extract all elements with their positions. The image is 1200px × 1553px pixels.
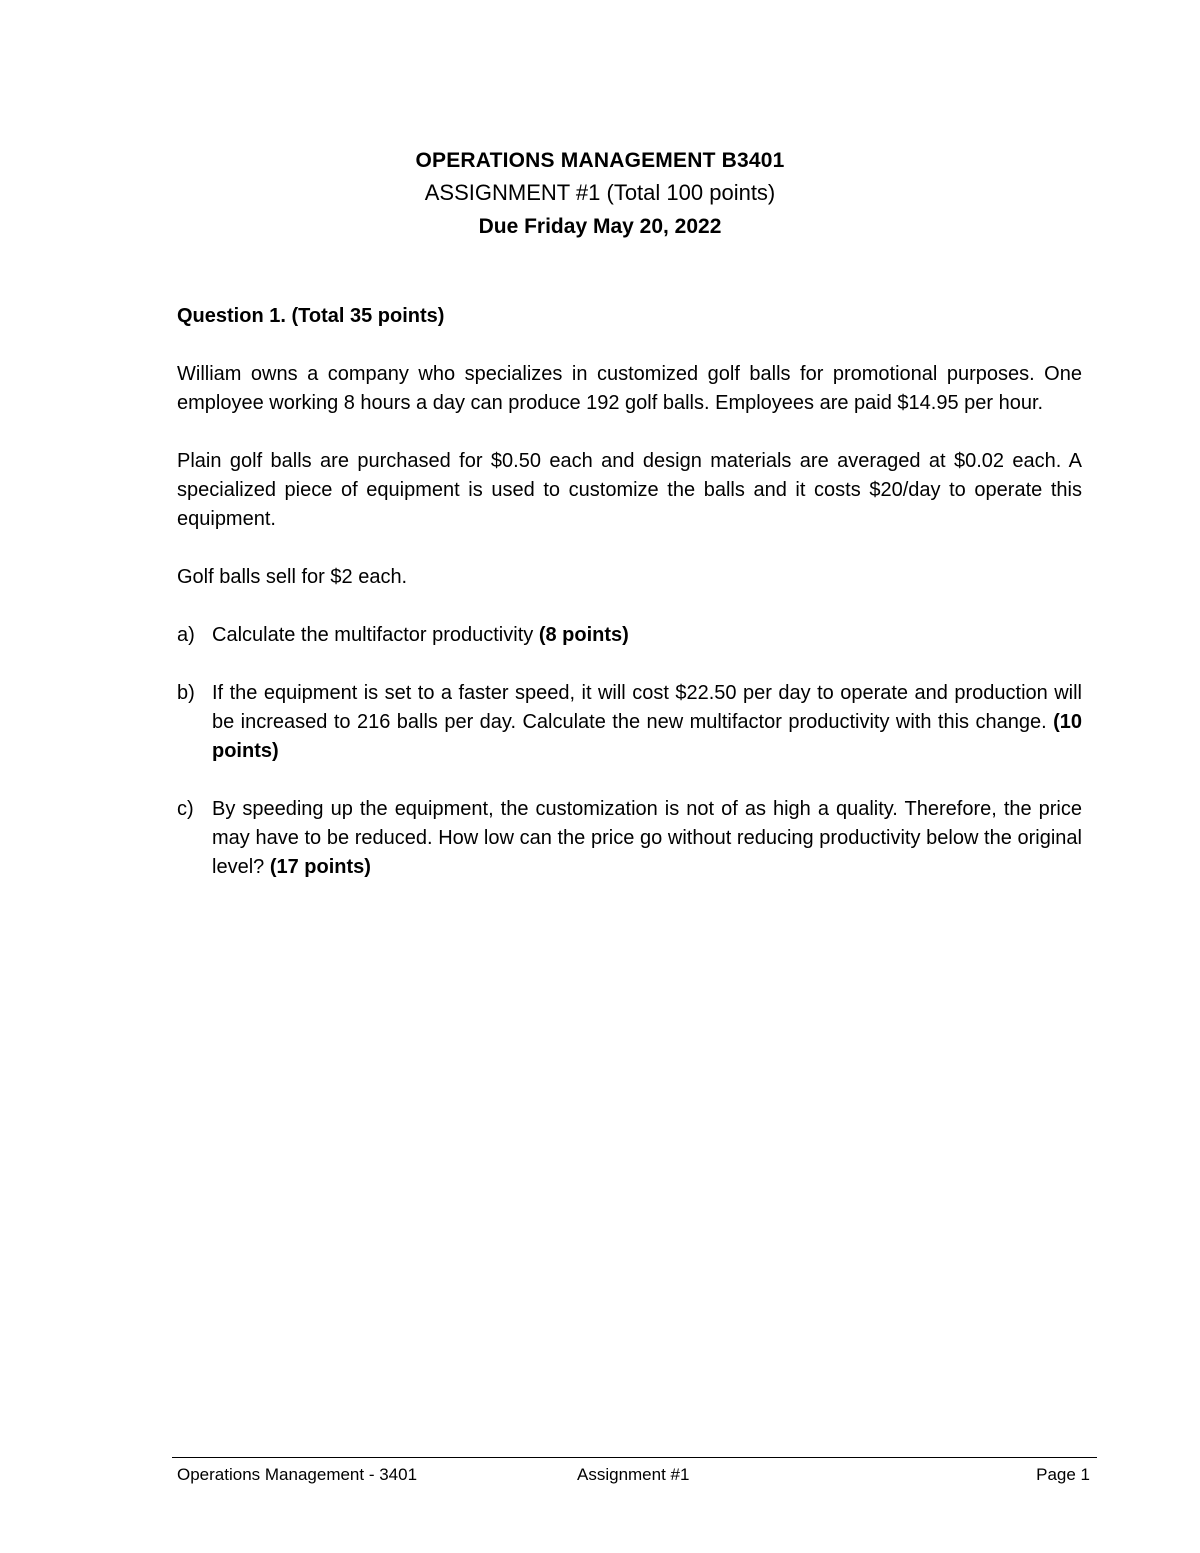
item-body: Calculate the multifactor productivity: [212, 624, 534, 646]
assignment-title: ASSIGNMENT #1 (Total 100 points): [424, 180, 776, 205]
item-points: (8 points): [538, 624, 629, 646]
question-items: [177, 621, 1082, 882]
item-label: c): [177, 798, 194, 820]
question-item-a: [177, 621, 1082, 650]
item-text: [212, 621, 1082, 650]
item-text: [212, 679, 1082, 766]
document-header: [0, 146, 1200, 242]
question-item-c: [177, 795, 1082, 882]
item-body: If the equipment is set to a faster speed, it will cost $22.50 per day to operate and production will be increased to 216 balls per day. Calculate the new multifactor productivity with this change.: [212, 682, 1082, 733]
costs-paragraph: Plain golf balls are purchased for $0.50 each and design materials are averaged at $0.02 each. A specialized piece of equipment is used to customize the balls and it costs $20/day to operate this equipment.: [177, 450, 1082, 530]
question-heading: Question 1. (Total 35 points): [177, 305, 445, 327]
item-body: By speeding up the equipment, the customization is not of as high a quality. Therefore, the price may have to be reduced. How low can the price go without reducing productivity below the original level?: [212, 798, 1082, 878]
course-title: OPERATIONS MANAGEMENT B3401: [415, 149, 785, 172]
item-label: b): [177, 682, 195, 704]
item-label: a): [177, 624, 195, 646]
footer-divider: [172, 1457, 1097, 1458]
due-date: Due Friday May 20, 2022: [478, 215, 722, 238]
item-points: (10 points): [212, 711, 1083, 762]
price-paragraph: Golf balls sell for $2 each.: [177, 566, 408, 588]
intro-paragraph: William owns a company who specializes in customized golf balls for promotional purposes. One employee working 8 hours a day can produce 192 golf balls. Employees are paid $14.95 per hour.: [177, 363, 1082, 414]
question-1-section: [177, 302, 1082, 882]
footer-assignment: Assignment #1: [577, 1465, 690, 1484]
footer-course: Operations Management - 3401: [177, 1465, 418, 1484]
footer-page-number: Page 1: [1036, 1465, 1090, 1484]
question-item-b: [177, 679, 1082, 766]
page-footer: [177, 1462, 1090, 1488]
item-text: [212, 795, 1082, 882]
item-points: (17 points): [269, 856, 371, 878]
